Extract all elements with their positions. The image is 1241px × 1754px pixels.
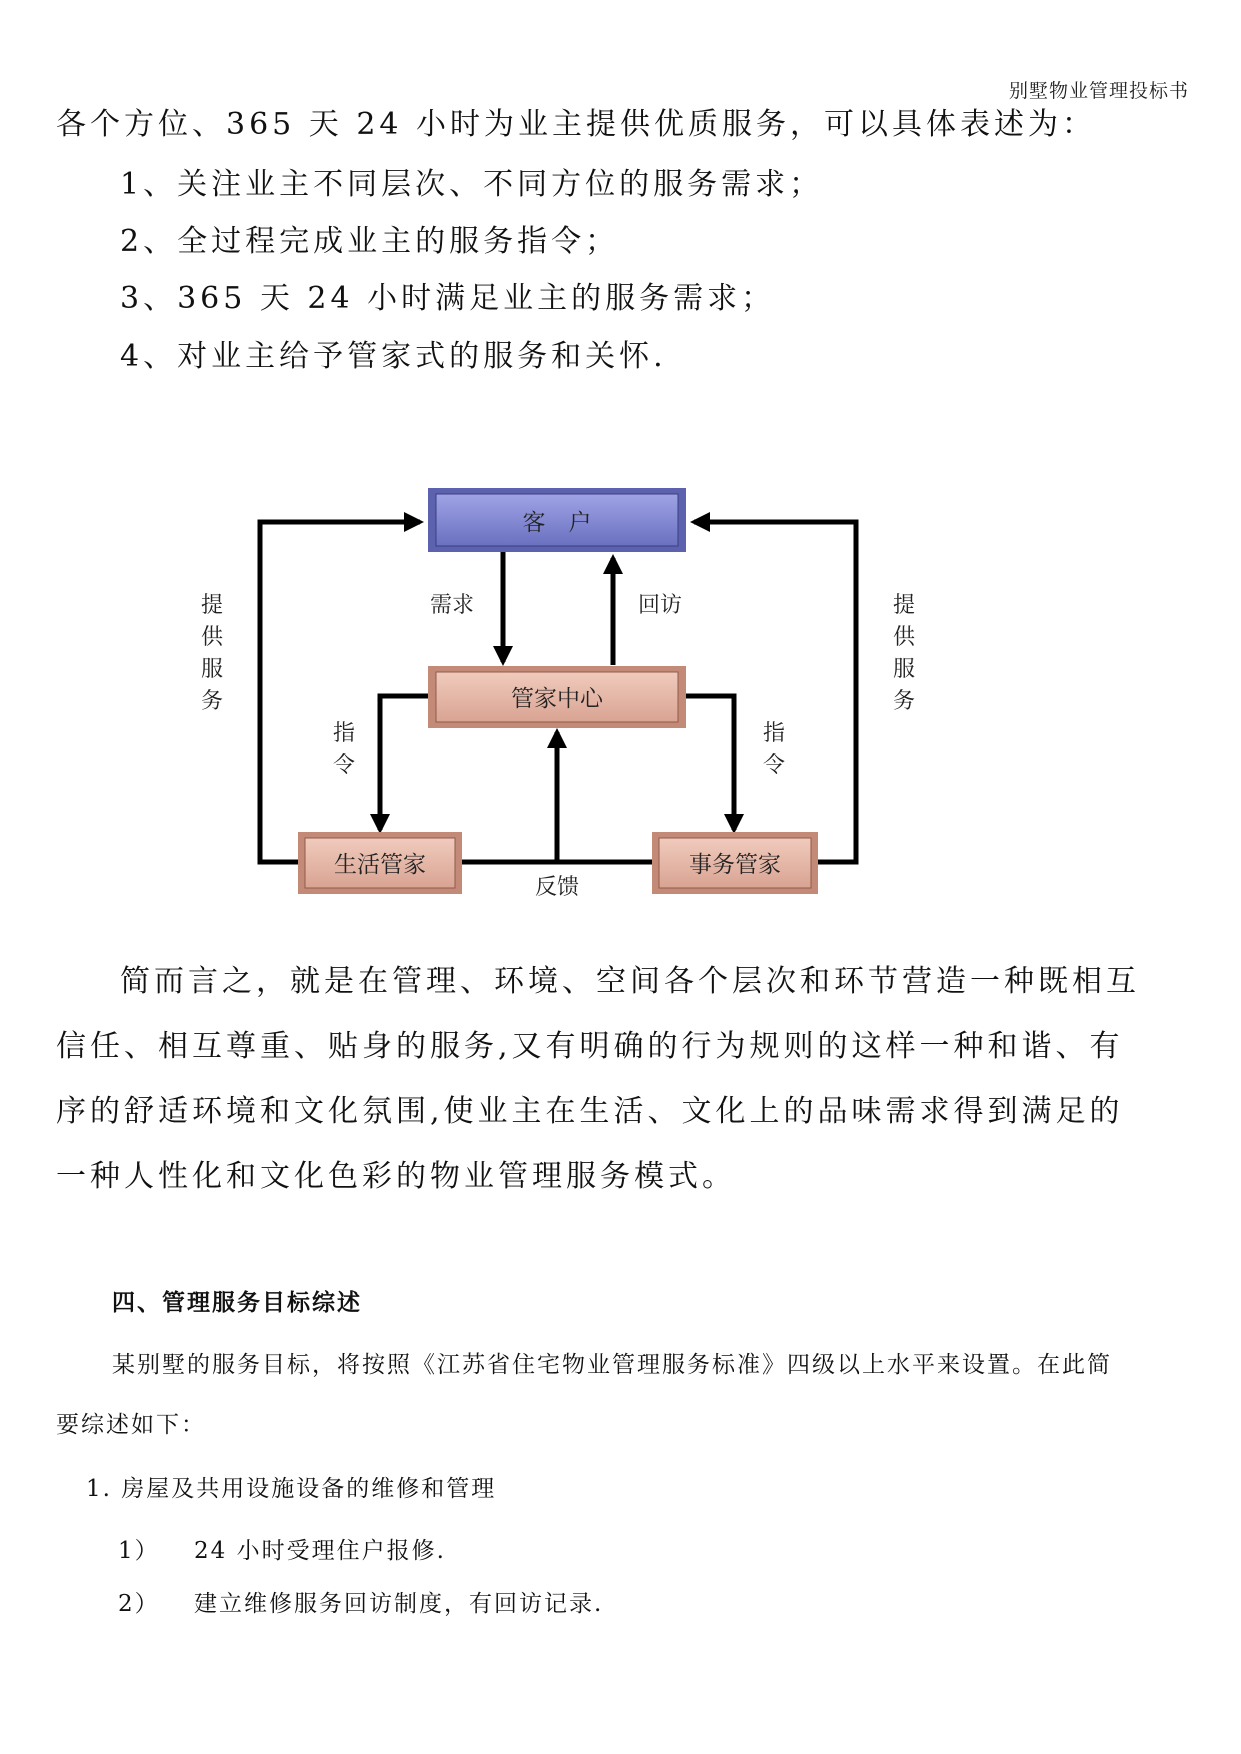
revisit-label: 回访 xyxy=(637,593,683,618)
sub-item-2-num: 2） xyxy=(118,1591,160,1617)
provide-left-1: 提 xyxy=(200,593,224,618)
intro-item-4: 4、对业主给予管家式的服务和关怀. xyxy=(120,339,667,374)
provide-left-4: 务 xyxy=(200,689,224,714)
section-4-para-2: 要综述如下： xyxy=(56,1412,206,1438)
life-label: 生活管家 xyxy=(334,852,426,878)
page-header: 别墅物业管理投标书 xyxy=(1008,80,1189,102)
provide-right-3: 服 xyxy=(892,657,916,682)
intro-item-2: 2、全过程完成业主的服务指令； xyxy=(120,224,620,259)
provide-left-2: 供 xyxy=(200,625,224,650)
life-butler-box xyxy=(298,832,462,894)
arrow-provide-right xyxy=(694,522,856,862)
sub-item-2-text: 建立维修服务回访制度，有回访记录. xyxy=(194,1591,604,1617)
summary-line-3: 序的舒适环境和文化氛围,使业主在生活、文化上的品味需求得到满足的 xyxy=(56,1094,1124,1129)
intro-line: 各个方位、365 天 24 小时为业主提供优质服务，可以具体表述为： xyxy=(56,107,1097,142)
summary-line-4: 一种人性化和文化色彩的物业管理服务模式。 xyxy=(56,1159,736,1194)
summary-line-1: 简而言之，就是在管理、环境、空间各个层次和环节营造一种既相互 xyxy=(120,964,1140,999)
center-label: 管家中心 xyxy=(511,686,603,712)
provide-right-2: 供 xyxy=(892,625,916,650)
service-flow-diagram xyxy=(0,470,1241,910)
intro-item-1: 1、关注业主不同层次、不同方位的服务需求； xyxy=(120,167,824,202)
feedback-label: 反馈 xyxy=(534,875,580,900)
section-4-item-1: 1. 房屋及共用设施设备的维修和管理 xyxy=(86,1476,497,1502)
command-right-1: 指 xyxy=(762,721,786,746)
arrow-provide-left xyxy=(260,522,420,862)
section-4-para-1: 某别墅的服务目标，将按照《江苏省住宅物业管理服务标准》四级以上水平来设置。在此简 xyxy=(112,1352,1112,1378)
affairs-butler-box xyxy=(652,832,818,894)
arrow-command-right xyxy=(684,696,734,830)
provide-left-3: 服 xyxy=(200,657,224,682)
summary-line-2: 信任、相互尊重、贴身的服务,又有明确的行为规则的这样一种和谐、有 xyxy=(56,1029,1124,1064)
demand-label: 需求 xyxy=(429,593,475,618)
command-left-2: 令 xyxy=(332,753,356,778)
affairs-label: 事务管家 xyxy=(689,852,781,878)
command-left-1: 指 xyxy=(332,721,356,746)
sub-item-1-num: 1） xyxy=(118,1538,160,1564)
customer-box xyxy=(428,488,686,552)
customer-label: 客 户 xyxy=(522,510,592,536)
provide-right-1: 提 xyxy=(892,593,916,618)
section-4-heading: 四、管理服务目标综述 xyxy=(112,1290,362,1316)
intro-item-3: 3、365 天 24 小时满足业主的服务需求； xyxy=(120,281,776,316)
provide-right-4: 务 xyxy=(892,689,916,714)
command-right-2: 令 xyxy=(762,753,786,778)
sub-item-1-text: 24 小时受理住户报修. xyxy=(194,1538,446,1564)
arrow-command-left xyxy=(380,696,430,830)
butler-center-box xyxy=(428,666,686,728)
